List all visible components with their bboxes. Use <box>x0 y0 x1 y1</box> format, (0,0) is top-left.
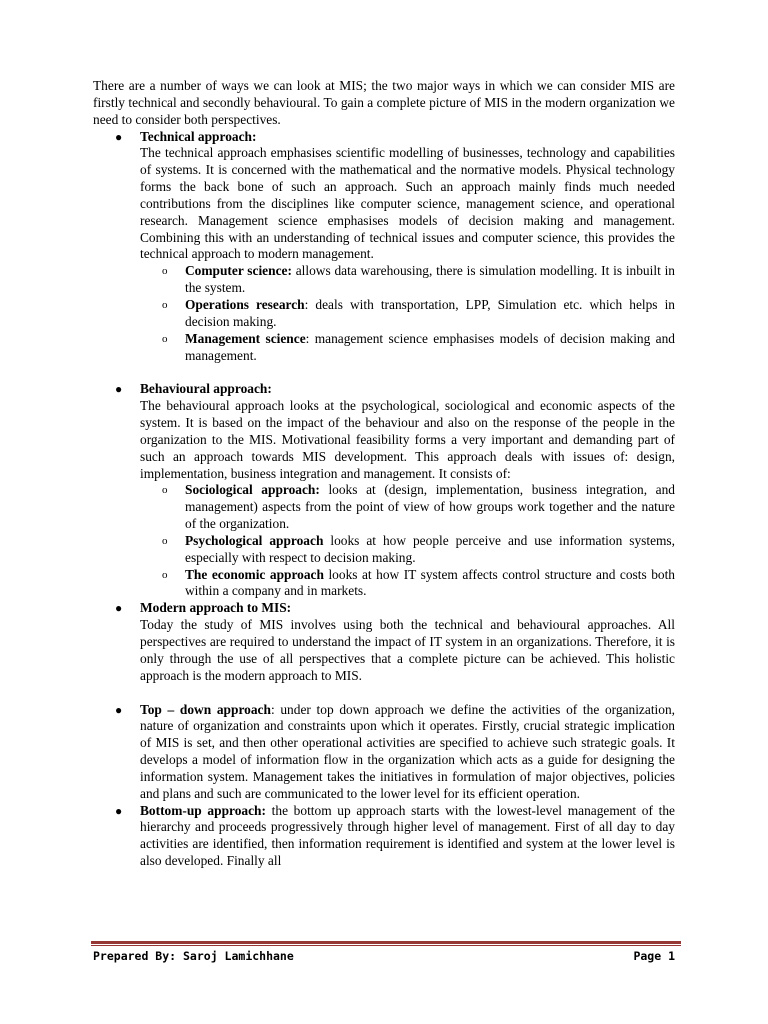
bullet-icon: ● <box>115 601 123 616</box>
footer-rule <box>91 941 681 944</box>
section-body: The behavioural approach looks at the psychological, sociological and economic aspects of the system. It is based on the impact of the behaviour and also on the response of the people in the organization to the MIS. Motivational feasibility forms a very important and demanding part of such an approach towards MIS development. This approach deals with issues of: design, implementation, business integration and management. It consists of: <box>140 398 675 481</box>
sub-item-text: allows data warehousing, there is simulation modelling. It is inbuilt in the system. <box>185 263 675 296</box>
list-item-behavioural <box>93 381 675 600</box>
list-item-technical <box>93 129 675 365</box>
section-heading: Behavioural approach: <box>140 381 272 397</box>
item-term: Top – down approach <box>140 701 271 717</box>
circle-bullet-icon: o <box>162 298 168 311</box>
sub-list <box>140 482 675 600</box>
list-item-modern <box>93 600 675 684</box>
page-number: Page 1 <box>633 949 675 963</box>
sub-item-term: Computer science: <box>185 263 292 279</box>
approach-list <box>93 702 675 870</box>
footer-author: Prepared By: Saroj Lamichhane <box>93 949 294 963</box>
bullet-icon: ● <box>115 803 123 818</box>
list-item-bottom-up <box>93 803 675 870</box>
sub-item-text: looks at (design, implementation, business integration, and management) aspects from the point of view of how groups work together and the nature of the organization. <box>185 482 675 532</box>
sub-item-management-science <box>140 331 675 365</box>
section-heading: Modern approach to MIS: <box>140 600 292 616</box>
bullet-icon: ● <box>115 702 123 717</box>
sub-item-text: : management science emphasises models of decision making and management. <box>185 330 676 363</box>
sub-item-term: Psychological approach <box>185 532 324 548</box>
circle-bullet-icon: o <box>162 265 168 278</box>
sub-item-psychological <box>140 533 675 567</box>
item-text: the bottom up approach starts with the lowest-level management of the hierarchy and proceeds progressively through higher level of management. First of all day to day activities are identified, then information requirement is identified and system at the lower level is also developed. Finally all <box>140 802 675 869</box>
list-item-top-down <box>93 702 675 803</box>
circle-bullet-icon: o <box>162 332 168 345</box>
bullet-icon: ● <box>115 129 123 144</box>
sub-item-text: looks at how people perceive and use information systems, especially with respect to decision making. <box>185 532 675 565</box>
page-footer <box>93 949 675 969</box>
item-text: : under top down approach we define the activities of the organization, nature of organization and constraints upon which it operates. Firstly, crucial strategic implication of MIS is set, and then other operational activities are specified to achieve such strategic goals. It develops a model of information flow in the organization which acts as a guide for designing the information system. Management takes the initiatives in formulation of major objectives, policies and plans and such are communicated to the lower level for its efficient operation. <box>140 701 675 801</box>
sub-item-operations-research <box>140 297 675 331</box>
sub-list <box>140 263 675 364</box>
sub-item-sociological <box>140 482 675 533</box>
sub-item-term: Management science <box>185 330 306 346</box>
approach-list <box>93 129 675 365</box>
circle-bullet-icon: o <box>162 484 168 497</box>
sub-item-text: looks at how IT system affects control structure and costs both within a company and in markets. <box>185 566 675 599</box>
sub-item-economic <box>140 567 675 601</box>
section-body: The technical approach emphasises scientific modelling of businesses, technology and capabilities of systems. It is concerned with the mathematical and the normative models. Physical technology forms the back bone of such an approach. Such an approach mainly finds much needed contributions from the disciplines like computer science, management science, and operational research. Management science emphasises models of decision making and management. Combining this with an understanding of technical issues and computer science, this provides the technical approach to modern management. <box>140 145 675 262</box>
circle-bullet-icon: o <box>162 534 168 547</box>
sub-item-term: Operations research <box>185 296 305 312</box>
sub-item-term: Sociological approach: <box>185 482 320 498</box>
intro-paragraph: There are a number of ways we can look at MIS; the two major ways in which we can consider MIS are firstly technical and secondly behavioural. To gain a complete picture of MIS in the modern organization we need to consider both perspectives. <box>93 78 675 127</box>
sub-item-text: : deals with transportation, LPP, Simulation etc. which helps in decision making. <box>185 296 675 329</box>
bullet-icon: ● <box>115 382 123 397</box>
circle-bullet-icon: o <box>162 568 168 581</box>
sub-item-term: The economic approach <box>185 566 324 582</box>
sub-item-computer-science <box>140 263 675 297</box>
item-term: Bottom-up approach: <box>140 802 266 818</box>
document-page <box>93 78 675 870</box>
section-body: Today the study of MIS involves using both the technical and behavioural approaches. All perspectives are required to understand the impact of IT system in an organizations. Therefore, it is only through the use of all perspectives that a complete picture can be achieved. This holistic approach is the modern approach to MIS. <box>140 617 675 683</box>
footer-rule-thin <box>91 945 681 946</box>
approach-list <box>93 381 675 684</box>
section-heading: Technical approach: <box>140 128 257 144</box>
